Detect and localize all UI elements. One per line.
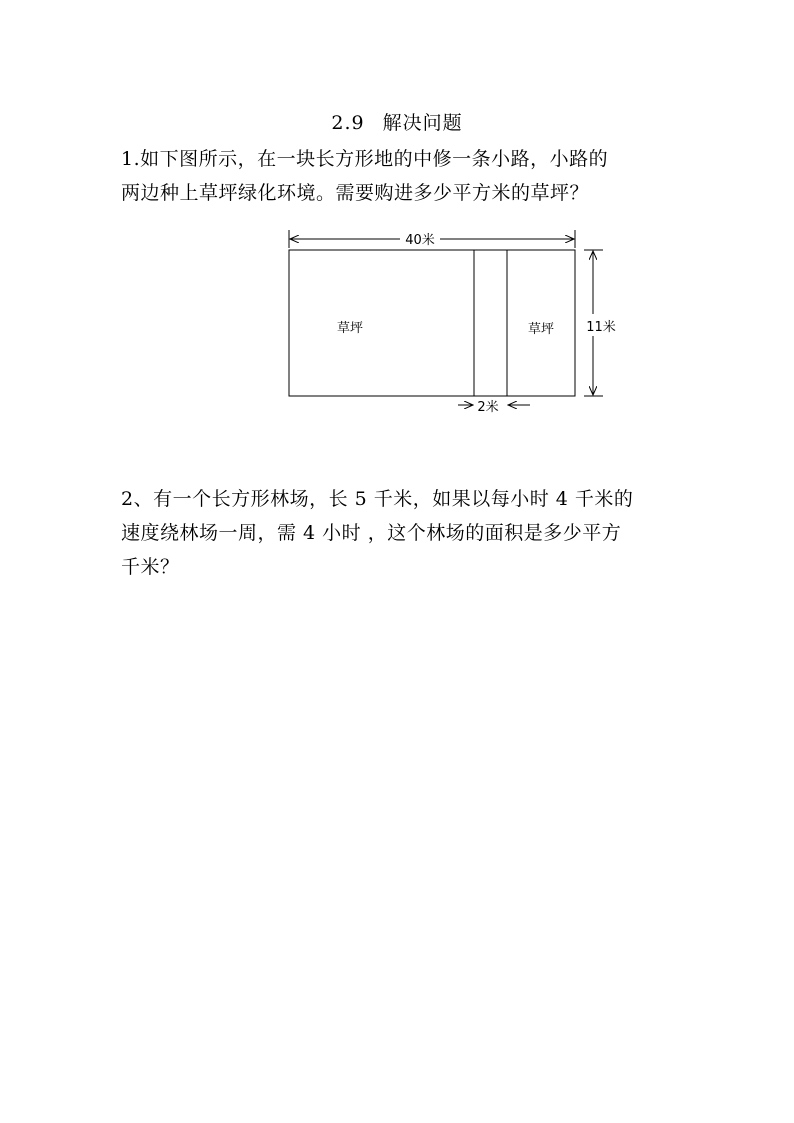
lawn-left-label: 草坪 — [336, 321, 364, 336]
lawn-right-label: 草坪 — [527, 322, 555, 337]
section-number: 2.9 — [331, 112, 365, 134]
question-1-line-1: 1.如下图所示，在一块长方形地的中修一条小路，小路的 — [121, 148, 609, 170]
field-diagram — [280, 222, 630, 422]
question-2-line-1: 2、有一个长方形林场，长 5 千米，如果以每小时 4 千米的 — [121, 488, 634, 510]
field-diagram-svg — [280, 222, 630, 422]
width-label: 40米 — [405, 233, 435, 248]
question-1-line-2: 两边种上草坪绿化环境。需要购进多少平方米的草坪？ — [121, 182, 590, 204]
question-1 — [121, 142, 681, 210]
path-label: 2米 — [477, 400, 499, 415]
question-2-line-2: 速度绕林场一周，需 4 小时 ，这个林场的面积是多少平方 — [121, 522, 622, 544]
question-2-line-3: 千米？ — [121, 556, 180, 578]
height-label: 11米 — [586, 320, 616, 335]
question-2 — [121, 482, 681, 584]
section-heading: 解决问题 — [382, 112, 463, 134]
section-title — [0, 108, 794, 135]
